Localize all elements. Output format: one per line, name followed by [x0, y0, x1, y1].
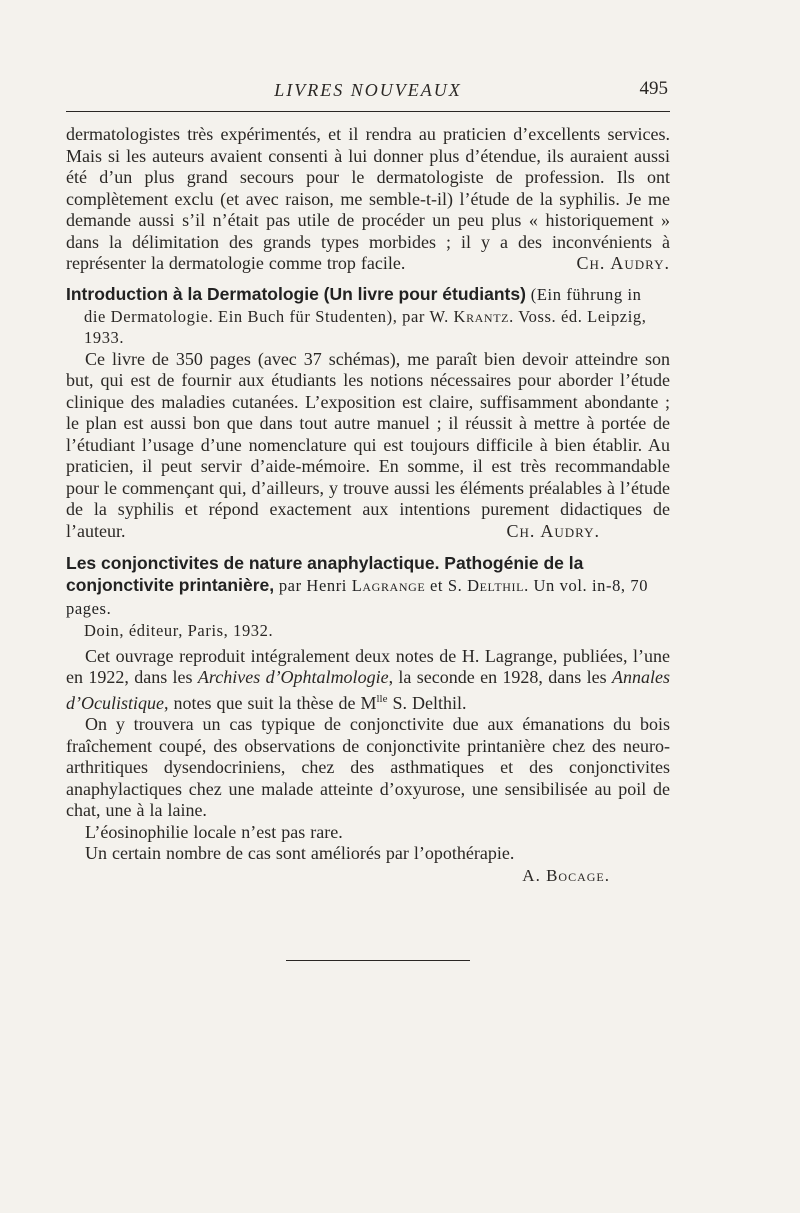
review3-paragraph4: Un certain nombre de cas sont améliorés par l’opothérapie.: [85, 843, 515, 863]
review3-title: Les conjonctivites de nature anaphylactique. Pathogénie de la conjonctivite printanière,: [66, 553, 584, 595]
review3-journal2: Annales d’Oculistique: [66, 667, 670, 713]
review3-biblio: Doin, éditeur, Paris, 1932.: [84, 621, 274, 640]
review3-p1-a: Cet ouvrage reproduit intégralement deux notes de H. Lagrange, publiées, l’une en 1922, dans les: [66, 645, 670, 687]
review2-title: Introduction à la Dermatologie (Un livre pour étudiants): [66, 283, 526, 304]
review3-author2: Delthil: [467, 576, 525, 595]
review2-heading: [66, 283, 670, 306]
end-rule: [286, 960, 470, 961]
review2-paragraph: Ce livre de 350 pages (avec 37 schémas), me paraît bien devoir atteindre son but, qui est de fournir aux étudiants les notions nécessaires pour aborder l’étude clinique des maladies cutanées. L’exposition est claire, suffisamment abondante ; le plan est aussi bon que dans tout autre manuel ; il réussit à mettre à portée de l’étudiant l’usage d’une nomenclature qui est toujours difficile à bien établir. Au praticien, il peut servir d’aide-mémoire. En somme, il est très recommandable pour le commençant qui, d’ailleurs, y trouve aussi les éléments préalables à l’étude de la syphilis et répond exactement aux intentions purement didactiques de l’auteur.: [66, 348, 670, 541]
review1-signature: Ch. Audry.: [576, 253, 670, 273]
running-title: LIVRES NOUVEAUX: [274, 80, 462, 100]
page-number: 495: [639, 78, 668, 99]
review1-paragraph: dermatologistes très expérimentés, et il rendra au praticien d’excellents services. Mais si les auteurs avaient consenti à lui donner plus d’étendue, ils auraient aussi été d’un plus grand secours pour le dermatologiste de profession. Ils ont complètement exclu (et avec raison, me semble-t-il) l’étude de la syphilis. Je me demande aussi s’il n’était pas utile de procéder un peu plus « historiquement » dans la délimitation des grands types morbides ; il y a des inconvénients à représenter la dermatologie comme trop facile.: [66, 124, 670, 273]
page-body: [66, 124, 670, 886]
review3-paragraph1: [66, 646, 670, 715]
review3-signature-line: [66, 865, 670, 887]
review3-paragraph3: L’éosinophilie locale n’est pas rare.: [85, 821, 343, 842]
review2-biblio-a: die Dermatologie. Ein Buch für Studenten), par W.: [84, 306, 454, 326]
review3-meta-and: et S.: [425, 576, 468, 595]
review3-meta-par: par Henri: [274, 576, 352, 595]
review3-author1: Lagrange: [351, 576, 426, 595]
review2-author: Krantz: [453, 306, 510, 326]
review3-meta-rest: . Un vol. in-8, 70 pages.: [66, 576, 649, 618]
review2-meta: (Ein führung in: [530, 284, 642, 304]
review1-text: [66, 124, 670, 275]
review3-p1-b: , la seconde en 1928, dans les: [388, 667, 612, 687]
review2-text: [66, 349, 670, 543]
page-header: [66, 78, 670, 106]
review2-biblio-b: . Voss. éd. Leipzig, 1933.: [84, 306, 647, 347]
review3-p1-sup: lle: [376, 692, 388, 705]
review3-p1-d: S. Delthil.: [387, 692, 467, 713]
review2-signature: Ch. Audry.: [506, 520, 600, 541]
header-rule: [66, 111, 670, 112]
review3-journal1: Archives d’Ophtalmologie: [197, 667, 389, 687]
review3-heading: [66, 552, 670, 620]
review3-p1-c: , notes que suit la thèse de M: [163, 692, 377, 713]
review3-paragraph2: On y trouvera un cas typique de conjonctivite due aux émanations du bois fraîchement coupé, des observations de conjonctivite printanière chez des neuro-arthritiques dysendocriniens, chez des asthmatiques et des conjonctivites anaphylactiques chez une malade atteinte d’oxyurose, une sensibilisée au poil de chat, une à la laine.: [66, 714, 670, 820]
review2-biblio: [66, 306, 670, 349]
review3-signature: A. Bocage.: [522, 865, 610, 885]
